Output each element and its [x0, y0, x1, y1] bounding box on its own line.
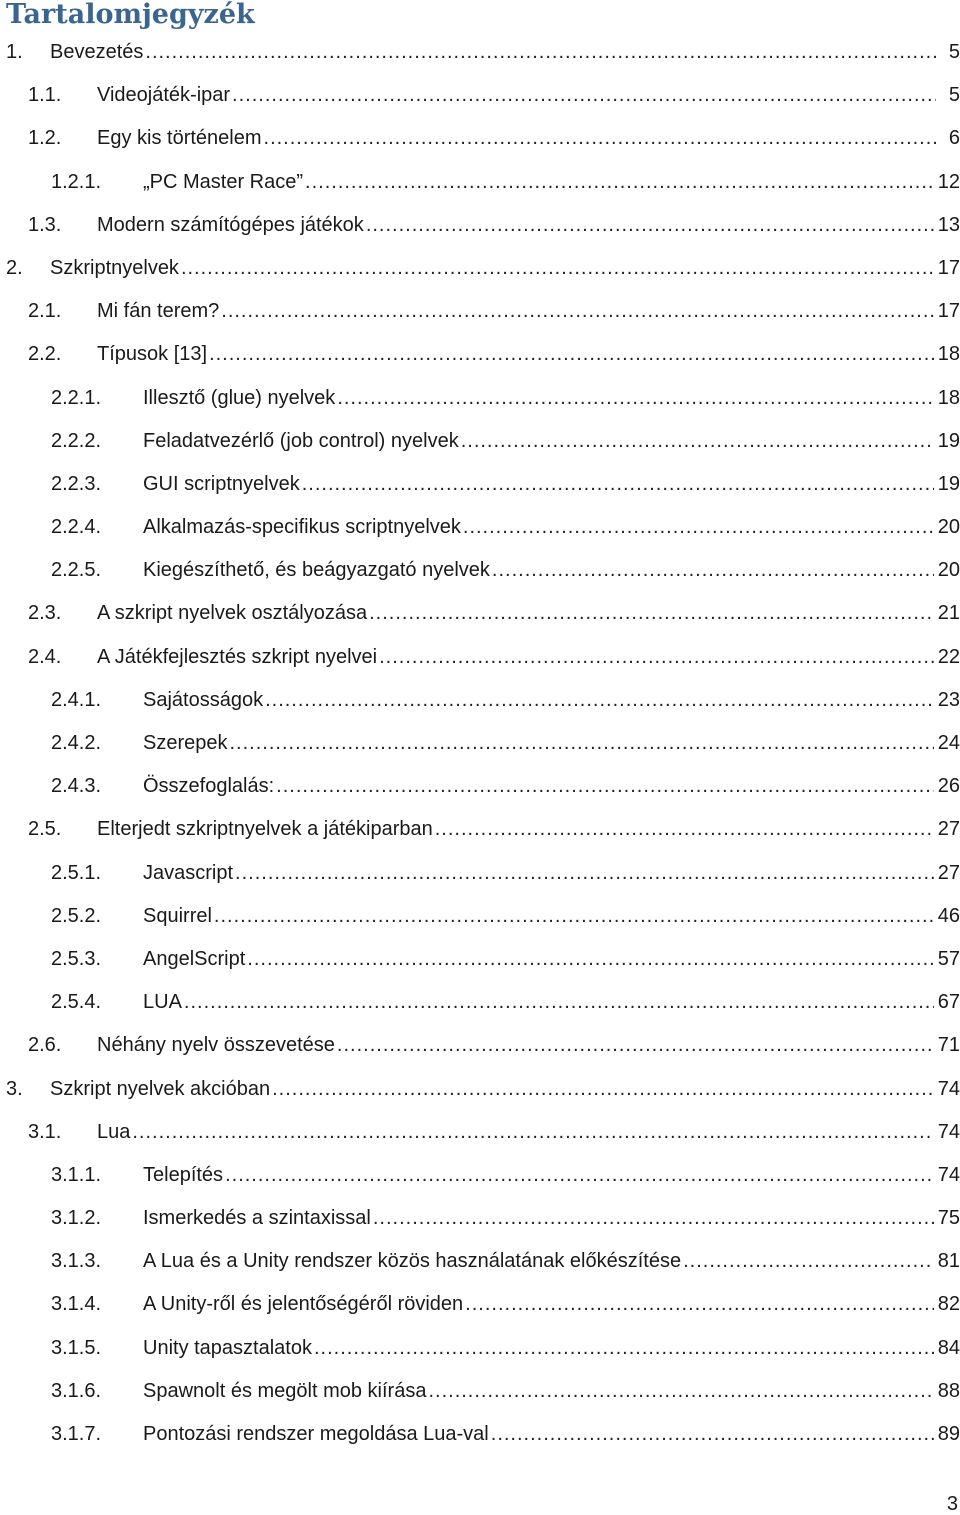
toc-entry-page: 21 [937, 602, 960, 625]
toc-entry-link[interactable] [143, 1206, 960, 1230]
dot-leader [233, 861, 934, 885]
toc-entry-label: Elterjedt szkriptnyelvek a játékiparban [97, 818, 433, 841]
toc-entry-link[interactable] [97, 1033, 960, 1057]
toc-entry-link[interactable] [143, 1249, 960, 1273]
toc-entry-link[interactable] [143, 1379, 960, 1403]
toc-entry[interactable] [0, 1111, 960, 1154]
toc-entry-page: 13 [937, 213, 960, 236]
toc-entry-number: 2.5. [28, 818, 62, 841]
toc-entry-link[interactable] [97, 645, 960, 669]
toc-entry-label: Spawnolt és megölt mob kiírása [143, 1379, 427, 1402]
toc-entry[interactable] [0, 377, 960, 420]
toc-entry-page: 27 [937, 818, 960, 841]
toc-entry-number: 3.1.2. [51, 1207, 102, 1230]
dot-leader [303, 170, 934, 194]
dot-leader [377, 645, 934, 669]
dot-leader [245, 947, 933, 971]
toc-entry-page: 57 [937, 947, 960, 970]
toc-entry[interactable] [0, 1154, 960, 1197]
toc-entry-link[interactable] [143, 558, 960, 582]
dot-leader [433, 817, 934, 841]
toc-entry-link[interactable] [97, 213, 960, 237]
toc-entry-label: Bevezetés [50, 41, 144, 63]
toc-entry-number: 1.3. [28, 213, 62, 236]
dot-leader [219, 299, 933, 323]
toc-entry-number: 3.1.7. [51, 1423, 102, 1445]
toc-entry-number: 2. [6, 256, 23, 279]
toc-entry[interactable] [0, 333, 960, 376]
toc-entry[interactable] [0, 1413, 960, 1456]
toc-entry-label: A szkript nyelvek osztályozása [97, 602, 368, 625]
toc-entry-label: Kiegészíthető, és beágyazgató nyelvek [143, 559, 490, 582]
toc-entry-page: 24 [937, 732, 960, 754]
dot-leader [270, 1077, 934, 1101]
toc-entry-number: 1.2. [28, 127, 62, 150]
dot-leader [262, 126, 936, 150]
toc-entry-link[interactable] [50, 256, 960, 280]
toc-entry-page: 74 [937, 1120, 960, 1143]
toc-entry-link[interactable] [97, 342, 960, 366]
toc-entry-label: Mi fán terem? [97, 300, 220, 323]
toc-entry[interactable] [0, 1240, 960, 1283]
toc-entry-link[interactable] [143, 904, 960, 928]
toc-entry[interactable] [0, 1197, 960, 1240]
toc-entry-link[interactable] [97, 299, 960, 323]
toc-entry-number: 2.3. [28, 602, 62, 625]
dot-leader [179, 256, 934, 280]
toc-entry-link[interactable] [50, 1077, 960, 1101]
toc-entry-label: Néhány nyelv összevetése [97, 1034, 335, 1057]
toc-entry-page: 22 [937, 645, 960, 668]
toc-entry[interactable] [0, 636, 960, 679]
toc-entry-label: Ismerkedés a szintaxissal [143, 1207, 371, 1230]
toc-entry-number: 2.2.3. [51, 472, 102, 495]
toc-entry[interactable] [0, 679, 960, 722]
toc-entry-page: 82 [937, 1293, 960, 1316]
toc-entry[interactable] [0, 765, 960, 808]
toc-entry-link[interactable] [143, 1336, 960, 1360]
toc-entry[interactable] [0, 895, 960, 938]
toc-entry[interactable] [0, 463, 960, 506]
toc-entry-link[interactable] [143, 1292, 960, 1316]
dot-leader [367, 601, 934, 625]
toc-entry[interactable] [0, 290, 960, 333]
toc-entry[interactable] [0, 1327, 960, 1370]
toc-entry[interactable] [0, 852, 960, 895]
toc-entry-link[interactable] [143, 170, 960, 194]
toc-entry-label: Sajátosságok [143, 688, 264, 711]
toc-entry[interactable] [0, 1283, 960, 1326]
toc-entry-number: 2.2.5. [51, 559, 102, 582]
dot-leader [182, 990, 934, 1014]
toc-entry-label: LUA [143, 991, 182, 1014]
toc-entry-number: 2.5.2. [51, 904, 102, 927]
toc-entry[interactable] [0, 808, 960, 851]
dot-leader [490, 558, 934, 582]
toc-entry-label: Típusok [13] [97, 343, 208, 366]
toc-entry-label: Javascript [143, 861, 234, 884]
toc-entry-number: 3. [6, 1077, 23, 1100]
toc-entry[interactable] [0, 549, 960, 592]
toc-entry-link[interactable] [97, 126, 960, 150]
page-number: 3 [946, 1493, 958, 1515]
toc-entry[interactable] [0, 1370, 960, 1413]
toc-entry-label: A Játékfejlesztés szkript nyelvei [97, 645, 378, 668]
dot-leader [463, 1292, 934, 1316]
toc-entry[interactable] [0, 74, 960, 117]
dot-leader [335, 386, 933, 410]
toc-entry-number: 3.1.4. [51, 1293, 102, 1316]
toc-entry[interactable] [0, 247, 960, 290]
toc-title: Tartalomjegyzék [6, 0, 255, 30]
toc-entry-label: A Lua és a Unity rendszer közös használatának előkészítése [143, 1250, 682, 1273]
toc-entry-page: 18 [937, 343, 960, 366]
toc-entry-page: 18 [937, 386, 960, 409]
toc-entry-page: 88 [937, 1379, 960, 1402]
toc-entry-page: 6 [948, 127, 960, 150]
toc-entry-number: 2.4.2. [51, 732, 102, 754]
toc-entry-link[interactable] [50, 40, 960, 64]
toc-entry-number: 1.1. [28, 84, 62, 107]
dot-leader [335, 1033, 934, 1057]
toc-entry-number: 2.4.1. [51, 688, 102, 711]
toc-entry-number: 2.2. [28, 343, 62, 366]
toc-entry-page: 84 [937, 1336, 960, 1359]
toc-entry[interactable] [0, 592, 960, 635]
toc-entry-number: 3.1.6. [51, 1379, 102, 1402]
toc-entry[interactable] [0, 1024, 960, 1067]
toc-entry-number: 2.5.1. [51, 861, 102, 884]
toc-entry[interactable] [0, 161, 960, 204]
toc-entry-link[interactable] [143, 429, 960, 453]
toc-entry-number: 2.2.2. [51, 429, 102, 452]
toc-entry-page: 20 [937, 516, 960, 539]
toc-entry-page: 46 [937, 904, 960, 927]
toc-entry-link[interactable] [143, 947, 960, 971]
toc-entry-number: 1. [6, 41, 23, 63]
toc-entry-label: Pontozási rendszer megoldása Lua-val [143, 1423, 489, 1445]
dot-leader [230, 83, 936, 107]
toc-entry-link[interactable] [97, 83, 960, 107]
toc-entry-page: 23 [937, 688, 960, 711]
toc-entry-label: A Unity-ről és jelentőségéről röviden [143, 1293, 464, 1316]
dot-leader [312, 1336, 934, 1360]
toc-entry-link[interactable] [143, 472, 960, 496]
dot-leader [300, 472, 934, 496]
toc-entry-label: Telepítés [143, 1163, 224, 1186]
toc-list [0, 31, 960, 1456]
toc-entry-label: Szkript nyelvek akcióban [50, 1077, 271, 1100]
toc-entry-label: Alkalmazás-specifikus scriptnyelvek [143, 516, 461, 539]
toc-entry-link[interactable] [143, 688, 960, 712]
toc-entry[interactable] [0, 420, 960, 463]
dot-leader [130, 1120, 933, 1144]
toc-entry-label: Lua [97, 1120, 131, 1143]
toc-entry-link[interactable] [143, 515, 960, 539]
toc-entry[interactable] [0, 722, 960, 765]
toc-entry[interactable] [0, 981, 960, 1024]
toc-entry-label: GUI scriptnyelvek [143, 472, 300, 495]
toc-entry-number: 2.5.4. [51, 991, 102, 1014]
toc-entry-label: Squirrel [143, 904, 212, 927]
dot-leader [143, 40, 936, 64]
toc-entry-link[interactable] [143, 1422, 960, 1446]
toc-entry-label: AngelScript [143, 947, 246, 970]
dot-leader [263, 688, 934, 712]
dot-leader [426, 1379, 933, 1403]
toc-entry-link[interactable] [97, 1120, 960, 1144]
toc-entry-page: 26 [937, 775, 960, 798]
toc-entry-number: 3.1.3. [51, 1250, 102, 1273]
dot-leader [459, 429, 934, 453]
toc-entry-number: 2.2.1. [51, 386, 102, 409]
dot-leader [223, 1163, 934, 1187]
dot-leader [207, 342, 934, 366]
toc-entry-page: 19 [937, 429, 960, 452]
toc-entry-link[interactable] [97, 817, 960, 841]
toc-entry-label: Egy kis történelem [97, 127, 262, 150]
dot-leader [371, 1206, 934, 1230]
toc-entry-number: 3.1. [28, 1120, 62, 1143]
toc-entry-page: 71 [937, 1034, 960, 1057]
toc-entry-page: 12 [937, 170, 960, 193]
toc-entry[interactable] [0, 204, 960, 247]
toc-entry-label: Illesztő (glue) nyelvek [143, 386, 336, 409]
toc-entry-number: 2.5.3. [51, 947, 102, 970]
toc-entry-label: Modern számítógépes játékok [97, 213, 364, 236]
toc-entry-label: „PC Master Race” [143, 170, 304, 193]
dot-leader [364, 213, 934, 237]
toc-entry-number: 2.4.3. [51, 775, 102, 798]
toc-entry-number: 3.1.1. [51, 1163, 102, 1186]
dot-leader [461, 515, 934, 539]
dot-leader [212, 904, 934, 928]
toc-entry-number: 2.6. [28, 1034, 62, 1057]
toc-entry-link[interactable] [143, 731, 960, 755]
dot-leader [681, 1249, 934, 1273]
toc-entry-number: 3.1.5. [51, 1336, 102, 1359]
toc-entry[interactable] [0, 938, 960, 981]
dot-leader [228, 731, 934, 755]
toc-entry-label: Feladatvezérlő (job control) nyelvek [143, 429, 459, 452]
toc-entry-number: 2.1. [28, 300, 62, 323]
toc-entry-page: 5 [948, 84, 960, 107]
toc-entry-page: 81 [937, 1250, 960, 1273]
toc-entry-link[interactable] [143, 861, 960, 885]
toc-entry-page: 17 [937, 300, 960, 323]
toc-entry-page: 5 [948, 41, 960, 63]
toc-entry[interactable] [0, 117, 960, 160]
toc-entry[interactable] [0, 31, 960, 74]
dot-leader [274, 774, 934, 798]
dot-leader [489, 1422, 934, 1446]
toc-entry-number: 1.2.1. [51, 170, 102, 193]
toc-entry-page: 74 [937, 1077, 960, 1100]
toc-entry-label: Videojáték-ipar [97, 84, 231, 107]
toc-entry-page: 17 [937, 256, 960, 279]
toc-entry-page: 89 [937, 1423, 960, 1445]
toc-entry-link[interactable] [143, 1163, 960, 1187]
toc-entry-page: 19 [937, 472, 960, 495]
toc-entry-label: Szkriptnyelvek [50, 256, 179, 279]
toc-entry[interactable] [0, 506, 960, 549]
toc-entry-link[interactable] [143, 990, 960, 1014]
toc-entry-label: Unity tapasztalatok [143, 1336, 312, 1359]
toc-entry-number: 2.4. [28, 645, 62, 668]
toc-entry-page: 20 [937, 559, 960, 582]
toc-entry[interactable] [0, 1068, 960, 1111]
toc-entry-number: 2.2.4. [51, 516, 102, 539]
toc-entry-page: 74 [937, 1163, 960, 1186]
toc-entry-link[interactable] [143, 774, 960, 798]
toc-entry-page: 75 [937, 1207, 960, 1230]
toc-entry-page: 27 [937, 861, 960, 884]
toc-entry-link[interactable] [97, 601, 960, 625]
toc-entry-link[interactable] [143, 386, 960, 410]
toc-entry-page: 67 [937, 991, 960, 1014]
toc-entry-label: Összefoglalás: [143, 775, 275, 798]
toc-entry-label: Szerepek [143, 732, 228, 754]
